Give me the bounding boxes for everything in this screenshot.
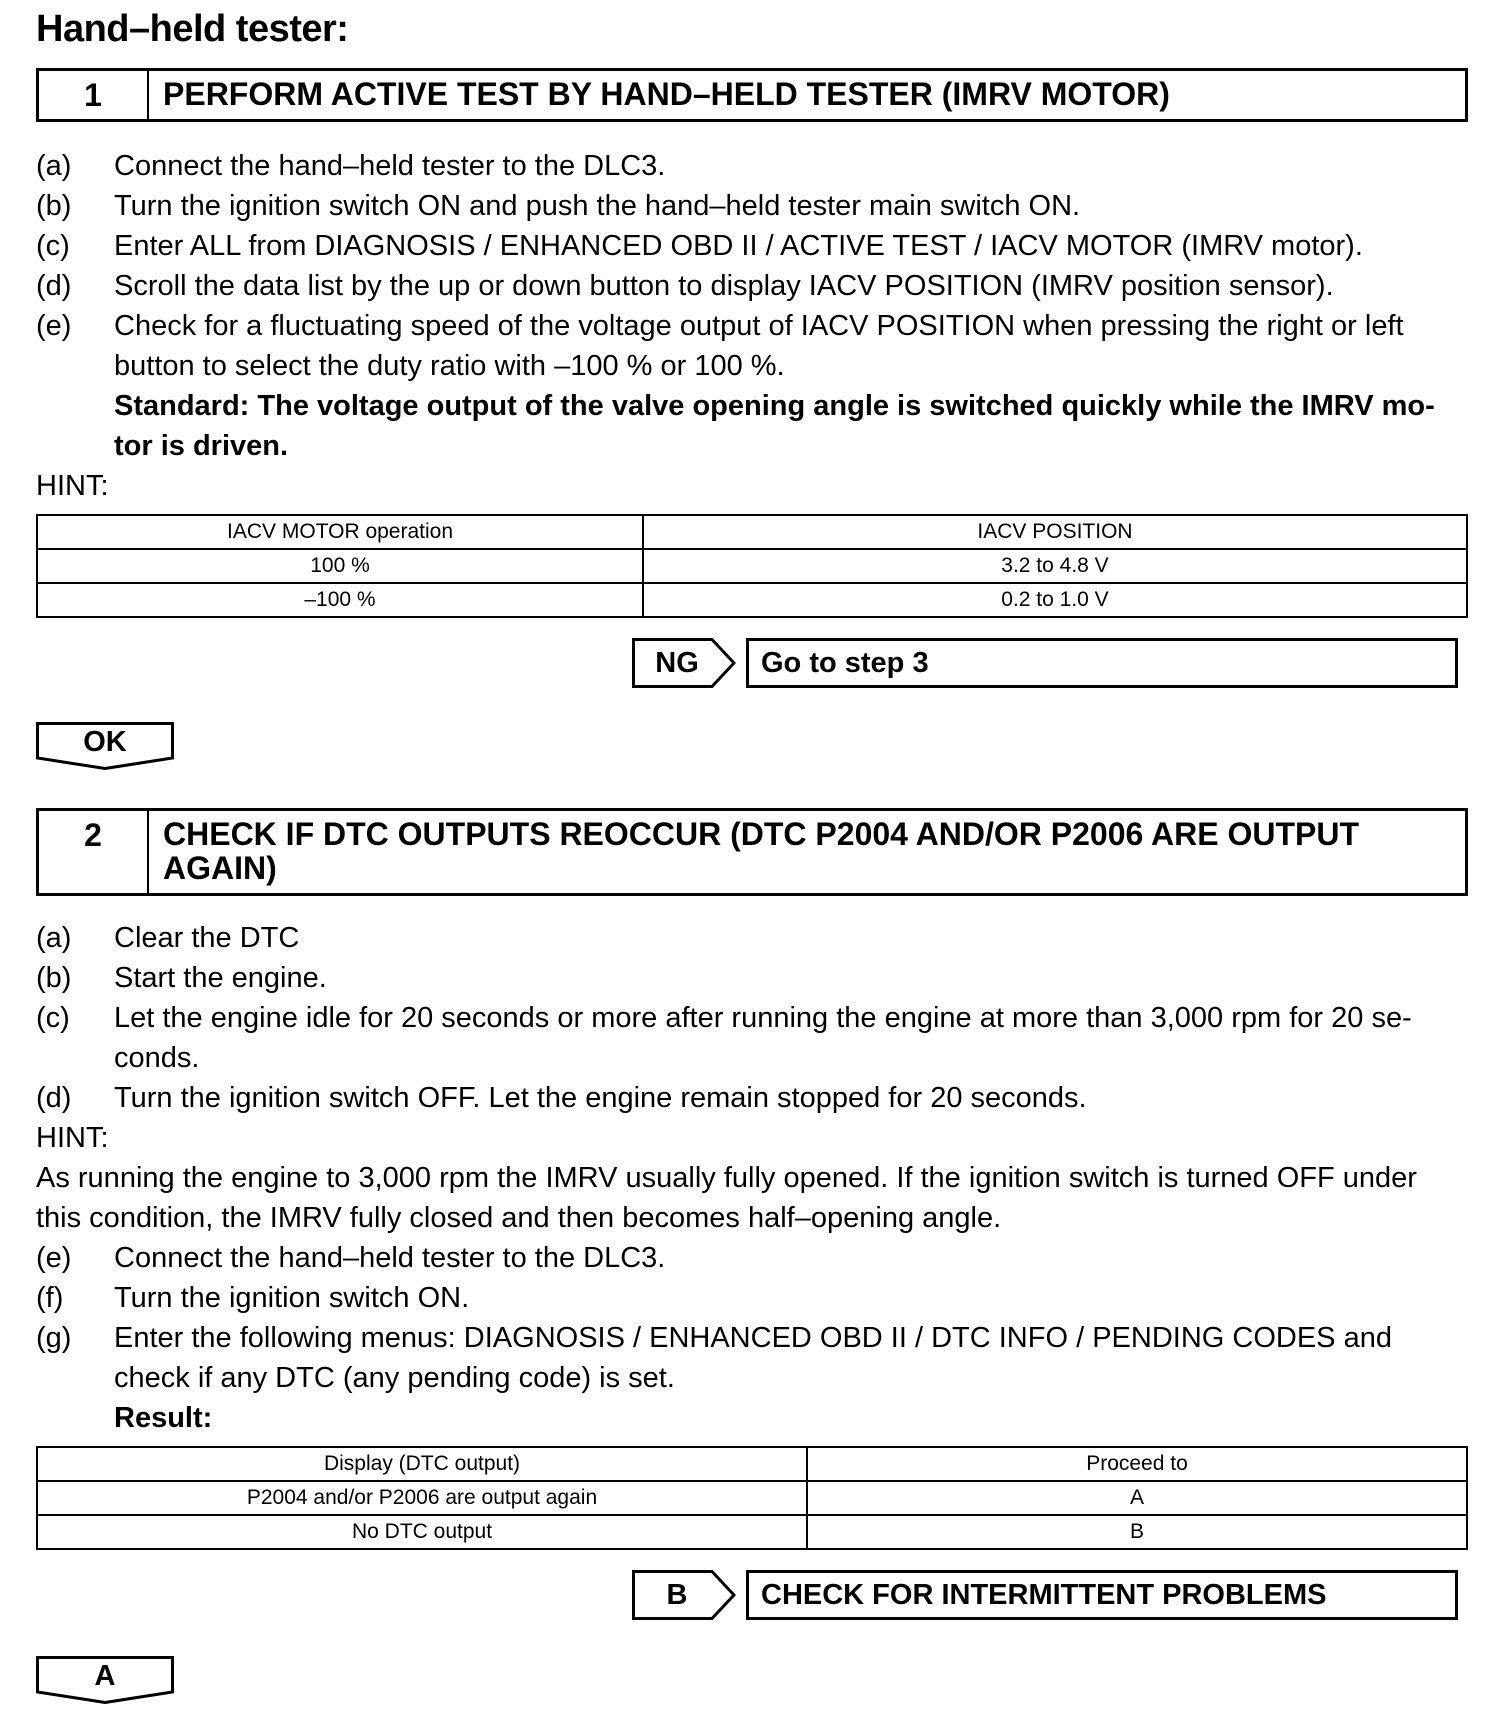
step-1-header: [36, 68, 1468, 122]
table-cell: P2004 and/or P2006 are output again: [37, 1481, 807, 1515]
iacv-table: [36, 514, 1468, 618]
step-1-item-text: Check for a fluctuating speed of the voltage output of IACV POSITION when pressing the right or left: [114, 310, 1404, 342]
hint-text: As running the engine to 3,000 rpm the IMRV usually fully opened. If the ignition switch is turned OFF under: [36, 1162, 1417, 1194]
step-2-item-text: Clear the DTC: [114, 922, 300, 954]
step-2-title-line: CHECK IF DTC OUTPUTS REOCCUR (DTC P2004 AND/OR P2006 ARE OUTPUT: [163, 816, 1359, 852]
step-1-item-text-cont: button to select the duty ratio with –100 % or 100 %.: [114, 350, 785, 382]
ng-label: NG: [655, 647, 699, 679]
step-1-item-label: (c): [36, 230, 70, 262]
step-2-title-line: AGAIN): [163, 850, 277, 886]
hint-label: HINT:: [36, 470, 109, 502]
b-tag: [632, 1570, 736, 1620]
page-heading: Hand–held tester:: [36, 8, 349, 50]
step-2-item-text-cont: conds.: [114, 1042, 200, 1074]
ok-label: OK: [83, 726, 127, 758]
step-2-item-text: Connect the hand–held tester to the DLC3.: [114, 1242, 666, 1274]
ng-tag: [632, 638, 736, 688]
step-2-item-label: (g): [36, 1322, 72, 1354]
table-header: Proceed to: [807, 1447, 1467, 1481]
step-1-item-text: Scroll the data list by the up or down button to display IACV POSITION (IMRV position sensor).: [114, 270, 1334, 302]
b-destination: CHECK FOR INTERMITTENT PROBLEMS: [746, 1570, 1458, 1620]
step-1-item-text: Turn the ignition switch ON and push the hand–held tester main switch ON.: [114, 190, 1081, 222]
step-2-item-text: Let the engine idle for 20 seconds or more after running the engine at more than 3,000 rpm for 20 se-: [114, 1002, 1412, 1034]
table-cell: 3.2 to 4.8 V: [643, 549, 1467, 583]
step-1-item-text: Enter ALL from DIAGNOSIS / ENHANCED OBD II / ACTIVE TEST / IACV MOTOR (IMRV motor).: [114, 230, 1363, 262]
hint-label: HINT:: [36, 1122, 109, 1154]
step-2-item-label: (a): [36, 922, 72, 954]
step-1-title: PERFORM ACTIVE TEST BY HAND–HELD TESTER (IMRV MOTOR): [163, 76, 1170, 112]
ng-destination: Go to step 3: [746, 638, 1458, 688]
step-2-item-text: Start the engine.: [114, 962, 327, 994]
step-1-number: 1: [39, 71, 149, 119]
step-2-number: 2: [39, 811, 149, 893]
step-2-title: [149, 811, 1465, 893]
step-1-item-label: (d): [36, 270, 72, 302]
ng-result: [632, 638, 1458, 688]
hint-text-cont: this condition, the IMRV fully closed and then becomes half–opening angle.: [36, 1202, 1002, 1234]
standard-text-cont: tor is driven.: [114, 430, 289, 462]
step-2-item-text: Enter the following menus: DIAGNOSIS / ENHANCED OBD II / DTC INFO / PENDING CODES and: [114, 1322, 1392, 1354]
table-cell: No DTC output: [37, 1515, 807, 1549]
table-cell: A: [807, 1481, 1467, 1515]
table-cell: B: [807, 1515, 1467, 1549]
step-2-item-label: (b): [36, 962, 72, 994]
b-result: [632, 1570, 1458, 1620]
step-2-item-label: (e): [36, 1242, 72, 1274]
a-label: A: [94, 1660, 116, 1692]
step-2-item-label: (c): [36, 1002, 70, 1034]
step-2-item-text-cont: check if any DTC (any pending code) is set.: [114, 1362, 675, 1394]
table-cell: 0.2 to 1.0 V: [643, 583, 1467, 617]
table-cell: –100 %: [37, 583, 643, 617]
standard-text: Standard: The voltage output of the valve opening angle is switched quickly while the IMRV mo-: [114, 390, 1435, 422]
a-marker: [36, 1656, 174, 1704]
step-1-item-label: (a): [36, 150, 72, 182]
step-1-item-label: (e): [36, 310, 72, 342]
result-table: [36, 1446, 1468, 1550]
result-label: Result:: [114, 1402, 213, 1434]
table-header: Display (DTC output): [37, 1447, 807, 1481]
table-header: IACV MOTOR operation: [37, 515, 643, 549]
ok-marker: [36, 722, 174, 770]
step-2-item-label: (d): [36, 1082, 72, 1114]
step-1-item-label: (b): [36, 190, 72, 222]
b-label: B: [666, 1579, 688, 1611]
step-2-item-text: Turn the ignition switch OFF. Let the engine remain stopped for 20 seconds.: [114, 1082, 1087, 1114]
step-1-item-text: Connect the hand–held tester to the DLC3.: [114, 150, 666, 182]
table-header: IACV POSITION: [643, 515, 1467, 549]
step-2-item-label: (f): [36, 1282, 64, 1314]
table-cell: 100 %: [37, 549, 643, 583]
step-2-header: [36, 808, 1468, 896]
step-2-item-text: Turn the ignition switch ON.: [114, 1282, 470, 1314]
